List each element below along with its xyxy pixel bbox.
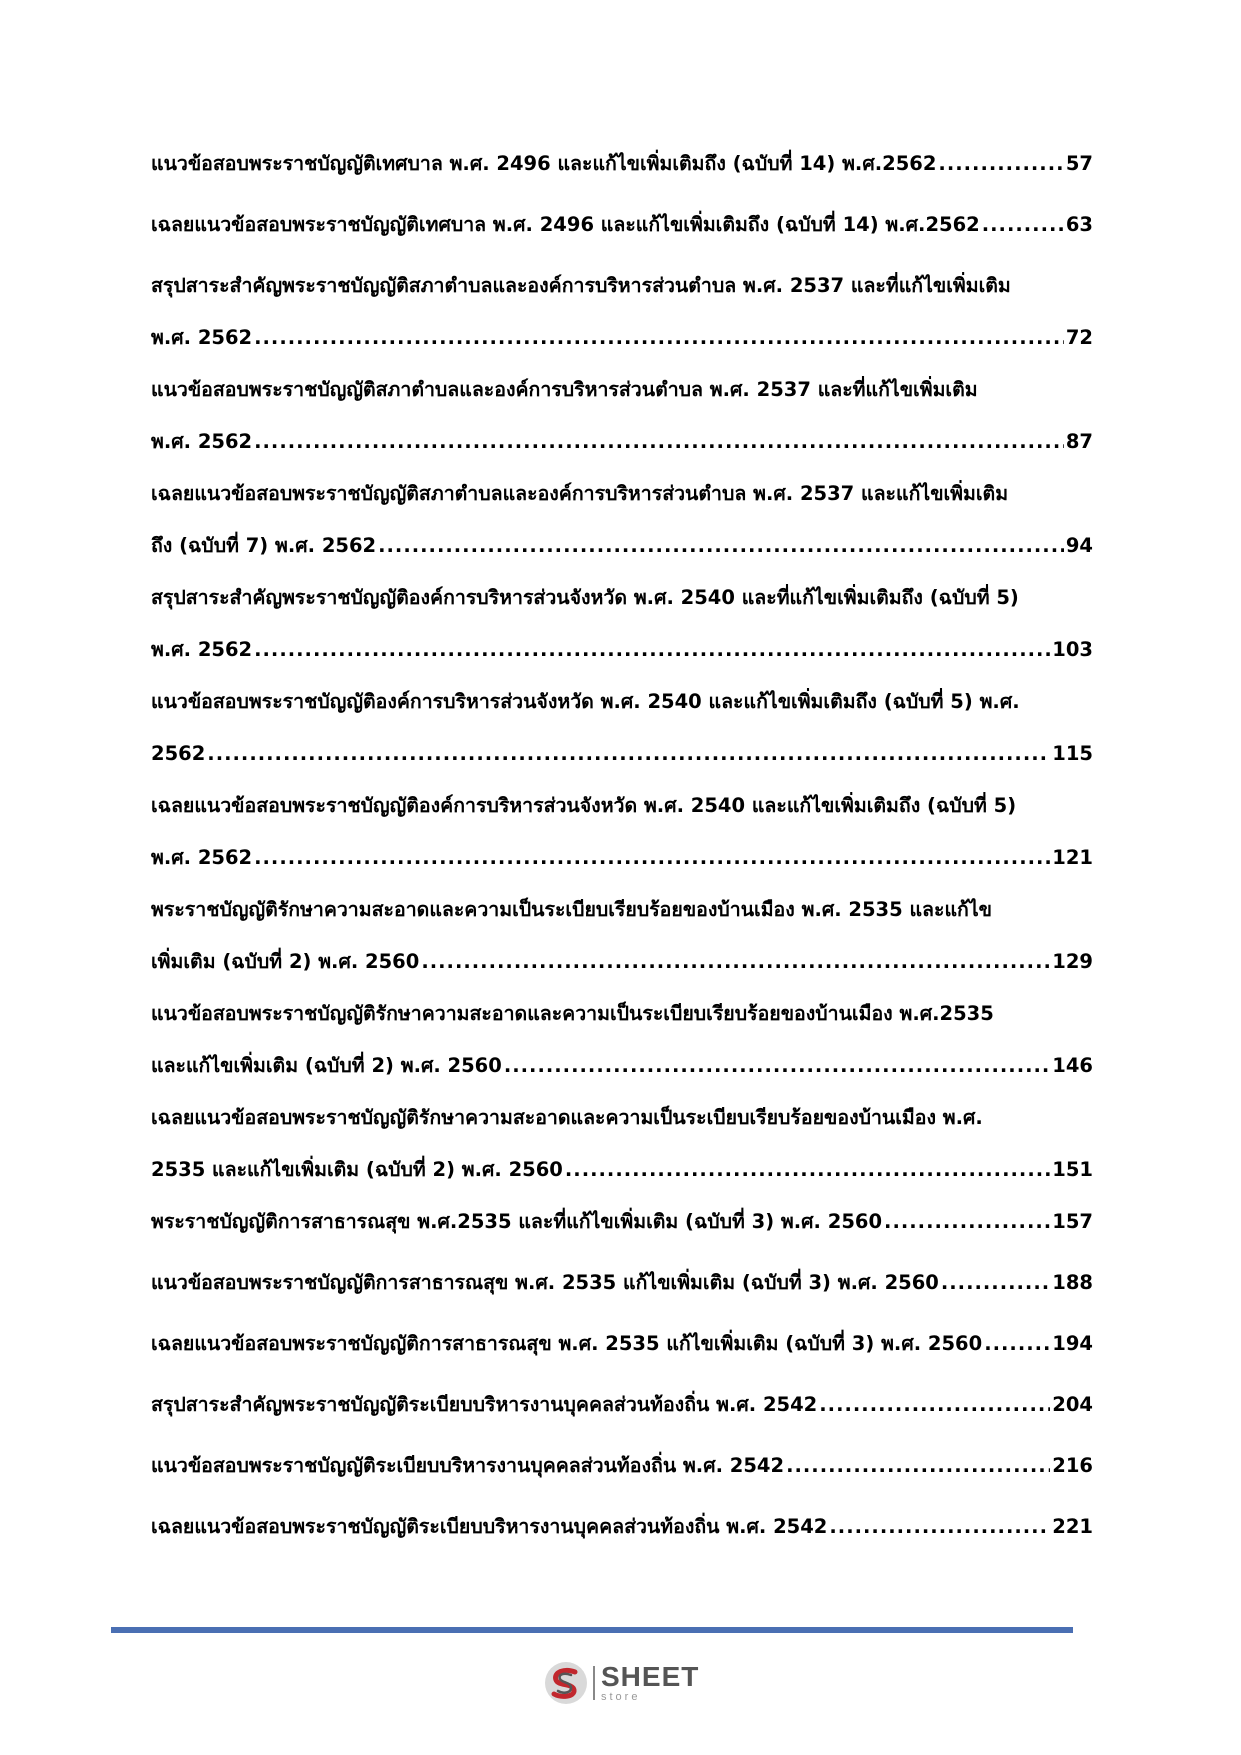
toc-entry-title-line: แนวข้อสอบพระราชบัญญัติเทศบาล พ.ศ. 2496 และแก้ไขเพิ่มเติมถึง (ฉบับที่ 14) พ.ศ.2562 [151, 152, 937, 175]
toc-page-number: 157 [1052, 1210, 1093, 1233]
toc-entry[interactable] [151, 584, 1093, 688]
toc-entry-title-line: พระราชบัญญัติรักษาความสะอาดและความเป็นระเบียบเรียบร้อยของบ้านเมือง พ.ศ. 2535 และแก้ไข [151, 898, 992, 921]
toc-page-number: 188 [1052, 1271, 1093, 1294]
dot-leader [254, 844, 1050, 872]
toc-entry[interactable] [151, 376, 1093, 480]
toc-entry[interactable] [151, 688, 1093, 792]
toc-page-number: 103 [1052, 638, 1093, 661]
toc-page-number: 216 [1052, 1454, 1093, 1477]
toc-entry-title-line: พ.ศ. 2562 [151, 846, 253, 869]
toc-entry-title-line: พ.ศ. 2562 [151, 326, 253, 349]
toc-page-number: 57 [1065, 152, 1093, 175]
logo-separator [593, 1666, 595, 1700]
toc-page-number: 115 [1052, 742, 1093, 765]
dot-leader [254, 324, 1064, 352]
toc-entry-title-line: เฉลยแนวข้อสอบพระราชบัญญัติเทศบาล พ.ศ. 2496 และแก้ไขเพิ่มเติมถึง (ฉบับที่ 14) พ.ศ.2562 [151, 213, 980, 236]
dot-leader [938, 150, 1063, 178]
toc-page-number: 87 [1065, 430, 1093, 453]
toc-entry-title-line: พ.ศ. 2562 [151, 430, 253, 453]
toc-page-number: 72 [1065, 326, 1093, 349]
toc-entry-title-line: และแก้ไขเพิ่มเติม (ฉบับที่ 2) พ.ศ. 2560 [151, 1054, 502, 1077]
toc-entry-title-line: เฉลยแนวข้อสอบพระราชบัญญัติรักษาความสะอาดและความเป็นระเบียบเรียบร้อยของบ้านเมือง พ.ศ. [151, 1106, 983, 1129]
toc-entry-title-line: เฉลยแนวข้อสอบพระราชบัญญัติการสาธารณสุข พ.ศ. 2535 แก้ไขเพิ่มเติม (ฉบับที่ 3) พ.ศ. 2560 [151, 1332, 983, 1355]
toc-page-number: 129 [1052, 950, 1093, 973]
toc-entry[interactable] [151, 1104, 1093, 1208]
toc-entry-title-line: พ.ศ. 2562 [151, 638, 253, 661]
toc-entry-title-line: แนวข้อสอบพระราชบัญญัติสภาตำบลและองค์การบริหารส่วนตำบล พ.ศ. 2537 และที่แก้ไขเพิ่มเติม [151, 378, 978, 401]
dot-leader [982, 211, 1064, 239]
table-of-contents [151, 150, 1093, 1574]
dot-leader [941, 1269, 1050, 1297]
toc-entry-title-line: สรุปสาระสำคัญพระราชบัญญัติสภาตำบลและองค์การบริหารส่วนตำบล พ.ศ. 2537 และที่แก้ไขเพิ่มเติม [151, 274, 1011, 297]
toc-page-number: 151 [1052, 1158, 1093, 1181]
toc-entry-title-line: 2535 และแก้ไขเพิ่มเติม (ฉบับที่ 2) พ.ศ. 2560 [151, 1158, 563, 1181]
dot-leader [565, 1156, 1050, 1184]
toc-entry[interactable] [151, 1269, 1093, 1330]
toc-page-number: 221 [1052, 1515, 1093, 1538]
logo-subtitle: store [601, 1691, 641, 1703]
toc-page-number: 204 [1052, 1393, 1093, 1416]
toc-entry-title-line: พระราชบัญญัติการสาธารณสุข พ.ศ.2535 และที่แก้ไขเพิ่มเติม (ฉบับที่ 3) พ.ศ. 2560 [151, 1210, 883, 1233]
footer-rule [111, 1627, 1073, 1633]
toc-entry-title-line: แนวข้อสอบพระราชบัญญัติองค์การบริหารส่วนจังหวัด พ.ศ. 2540 และแก้ไขเพิ่มเติมถึง (ฉบับที่ 5) พ.ศ. [151, 690, 1020, 713]
dot-leader [207, 740, 1050, 768]
toc-entry-title-line: เฉลยแนวข้อสอบพระราชบัญญัติระเบียบบริหารงานบุคคลส่วนท้องถิ่น พ.ศ. 2542 [151, 1515, 828, 1538]
toc-entry[interactable] [151, 1513, 1093, 1574]
dot-leader [819, 1391, 1050, 1419]
dot-leader [504, 1052, 1050, 1080]
toc-entry[interactable] [151, 1000, 1093, 1104]
toc-entry-title-line: แนวข้อสอบพระราชบัญญัติการสาธารณสุข พ.ศ. 2535 แก้ไขเพิ่มเติม (ฉบับที่ 3) พ.ศ. 2560 [151, 1271, 939, 1294]
dot-leader [254, 636, 1050, 664]
toc-entry[interactable] [151, 1391, 1093, 1452]
toc-page-number: 63 [1065, 213, 1093, 236]
toc-entry-title-line: เฉลยแนวข้อสอบพระราชบัญญัติองค์การบริหารส่วนจังหวัด พ.ศ. 2540 และแก้ไขเพิ่มเติมถึง (ฉบับที่ 5) [151, 794, 1017, 817]
toc-entry[interactable] [151, 1452, 1093, 1513]
dot-leader [786, 1452, 1050, 1480]
toc-entry[interactable] [151, 1208, 1093, 1269]
toc-entry-title-line: สรุปสาระสำคัญพระราชบัญญัติระเบียบบริหารงานบุคคลส่วนท้องถิ่น พ.ศ. 2542 [151, 1393, 818, 1416]
logo-title: SHEET [601, 1661, 700, 1692]
toc-entry-title-line: สรุปสาระสำคัญพระราชบัญญัติองค์การบริหารส่วนจังหวัด พ.ศ. 2540 และที่แก้ไขเพิ่มเติมถึง (ฉบับที่ 5) [151, 586, 1019, 609]
toc-entry-title-line: แนวข้อสอบพระราชบัญญัติรักษาความสะอาดและความเป็นระเบียบเรียบร้อยของบ้านเมือง พ.ศ.2535 [151, 1002, 994, 1025]
toc-entry[interactable] [151, 480, 1093, 584]
toc-entry[interactable] [151, 792, 1093, 896]
toc-entry[interactable] [151, 150, 1093, 211]
dot-leader [884, 1208, 1050, 1236]
toc-entry-title-line: เพิ่มเติม (ฉบับที่ 2) พ.ศ. 2560 [151, 950, 420, 973]
dot-leader [829, 1513, 1050, 1541]
toc-page-number: 121 [1052, 846, 1093, 869]
dot-leader [378, 532, 1064, 560]
toc-entry-title-line: ถึง (ฉบับที่ 7) พ.ศ. 2562 [151, 534, 377, 557]
toc-page-number: 146 [1052, 1054, 1093, 1077]
toc-entry-title-line: 2562 [151, 742, 206, 765]
dot-leader [421, 948, 1050, 976]
toc-entry[interactable] [151, 1330, 1093, 1391]
sheet-store-logo [543, 1659, 699, 1707]
toc-entry[interactable] [151, 272, 1093, 376]
logo-mark-icon [543, 1660, 589, 1706]
toc-entry-title-line: แนวข้อสอบพระราชบัญญัติระเบียบบริหารงานบุคคลส่วนท้องถิ่น พ.ศ. 2542 [151, 1454, 785, 1477]
toc-entry-title-line: เฉลยแนวข้อสอบพระราชบัญญัติสภาตำบลและองค์การบริหารส่วนตำบล พ.ศ. 2537 และแก้ไขเพิ่มเติม [151, 482, 1009, 505]
toc-page-number: 94 [1065, 534, 1093, 557]
toc-entry[interactable] [151, 896, 1093, 1000]
dot-leader [984, 1330, 1050, 1358]
toc-page-number: 194 [1052, 1332, 1093, 1355]
logo-text [601, 1663, 699, 1703]
toc-entry[interactable] [151, 211, 1093, 272]
dot-leader [254, 428, 1064, 456]
